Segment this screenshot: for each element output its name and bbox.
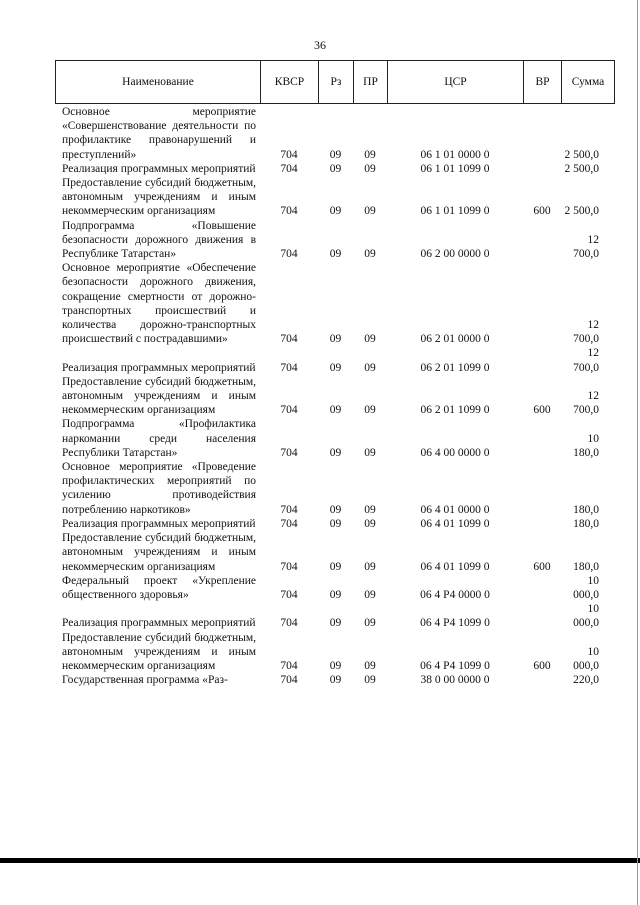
table-body <box>55 105 615 687</box>
table-row <box>55 460 615 517</box>
cell-pr: 09 <box>364 333 376 346</box>
cell-sum: 180,0 <box>573 517 599 530</box>
cell-csr: 06 4 01 1099 0 <box>420 517 490 530</box>
cell-pr: 09 <box>364 205 376 218</box>
cell-sum: 12 700,0 <box>573 390 599 417</box>
cell-pr: 09 <box>364 503 376 516</box>
table-row <box>55 574 615 602</box>
table-row <box>55 176 615 219</box>
cell-name: Реализация программных мероприятий <box>62 361 256 374</box>
cell-name: Реализация программных мероприятий <box>62 517 256 530</box>
cell-sum: 10 000,0 <box>573 645 599 672</box>
cell-csr: 06 4 01 0000 0 <box>420 503 490 516</box>
cell-name: Подпрограмма «Профилактика наркомании среди населения Республики Татарстан» <box>62 418 256 459</box>
cell-rz: 09 <box>329 446 342 459</box>
cell-sum: 180,0 <box>573 560 599 573</box>
cell-rz: 09 <box>329 517 342 530</box>
cell-kvsr: 704 <box>280 205 298 218</box>
cell-sum: 220,0 <box>573 674 599 687</box>
cell-rz: 09 <box>329 560 342 573</box>
cell-sum: 12 700,0 <box>573 347 599 374</box>
cell-rz: 09 <box>329 148 342 161</box>
cell-sum: 10 000,0 <box>573 603 599 630</box>
cell-rz: 09 <box>329 248 342 261</box>
header-kvsr: КВСР <box>261 61 319 103</box>
header-sum: Сумма <box>571 76 605 88</box>
table-row <box>55 261 615 346</box>
table-row <box>55 673 615 687</box>
cell-kvsr: 704 <box>280 333 298 346</box>
scan-bottom-bar <box>0 858 640 863</box>
cell-name: Подпрограмма «Повышение безопасности дорожного движения в Республике Татарстан» <box>62 219 256 261</box>
cell-pr: 09 <box>364 162 376 175</box>
table-row <box>55 531 615 574</box>
cell-name: Реализация программных мероприятий <box>62 617 256 630</box>
header-pr: ПР <box>354 61 388 103</box>
cell-sum: 2 500,0 <box>564 148 599 161</box>
cell-kvsr: 704 <box>280 162 298 175</box>
cell-rz: 09 <box>329 503 342 516</box>
cell-kvsr: 704 <box>280 674 298 687</box>
cell-kvsr: 704 <box>280 560 298 573</box>
cell-csr: 06 2 01 1099 0 <box>420 404 490 417</box>
table-row <box>55 417 615 460</box>
cell-name: Основное мероприятие «Проведение профилактических мероприятий по усилению противодействия потреблению наркотиков» <box>62 461 256 516</box>
table-row <box>55 517 615 531</box>
cell-kvsr: 704 <box>280 659 298 672</box>
cell-csr: 06 1 01 0000 0 <box>420 148 490 161</box>
header-csr: ЦСР <box>388 61 524 103</box>
cell-csr: 38 0 00 0000 0 <box>420 674 490 687</box>
cell-rz: 09 <box>329 333 342 346</box>
cell-csr: 06 4 01 1099 0 <box>420 560 490 573</box>
cell-csr: 06 4 00 0000 0 <box>420 446 490 459</box>
table-row <box>55 105 615 162</box>
cell-csr: 06 1 01 1099 0 <box>420 205 490 218</box>
cell-csr: 06 1 01 1099 0 <box>420 162 490 175</box>
cell-name: Государственная программа «Раз- <box>62 674 228 687</box>
cell-rz: 09 <box>329 617 342 630</box>
header-rz: Рз <box>319 61 354 103</box>
cell-csr: 06 2 00 0000 0 <box>420 248 490 261</box>
cell-sum: 10 180,0 <box>573 432 599 459</box>
cell-rz: 09 <box>329 205 342 218</box>
cell-pr: 09 <box>364 560 376 573</box>
cell-vr: 600 <box>533 205 551 218</box>
table-header <box>55 60 615 104</box>
table-row <box>55 346 615 374</box>
scan-edge-line <box>637 0 638 905</box>
cell-sum: 180,0 <box>573 503 599 516</box>
cell-rz: 09 <box>329 361 342 374</box>
cell-rz: 09 <box>329 588 342 601</box>
table-row <box>55 602 615 630</box>
cell-kvsr: 704 <box>280 503 298 516</box>
cell-csr: 06 4 Р4 1099 0 <box>420 617 490 630</box>
table-row <box>55 219 615 262</box>
cell-name: Основное мероприятие «Совершенствование деятельности по профилактике правонарушений и преступлений» <box>62 106 256 161</box>
cell-kvsr: 704 <box>280 361 298 374</box>
cell-name: Основное мероприятие «Обеспечение безопасности дорожного движения, сокращение смертности от дорожно-транспортных происшествий и количества дорожно-транспортных происшествий с пострадавшими» <box>62 262 256 346</box>
cell-kvsr: 704 <box>280 248 298 261</box>
cell-kvsr: 704 <box>280 517 298 530</box>
header-name: Наименование <box>56 61 261 103</box>
cell-kvsr: 704 <box>280 617 298 630</box>
cell-rz: 09 <box>329 162 342 175</box>
cell-pr: 09 <box>364 588 376 601</box>
cell-csr: 06 4 Р4 1099 0 <box>420 659 490 672</box>
cell-pr: 09 <box>364 674 376 687</box>
cell-name: Предоставление субсидий бюджетным, автономным учреждениям и иным некоммерческим организациям <box>62 532 256 573</box>
cell-csr: 06 4 Р4 0000 0 <box>420 588 490 601</box>
cell-rz: 09 <box>329 404 342 417</box>
cell-name: Реализация программных мероприятий <box>62 162 256 175</box>
cell-vr: 600 <box>533 659 551 672</box>
cell-sum: 2 500,0 <box>564 205 599 218</box>
page-number: 36 <box>314 38 326 52</box>
table-row <box>55 631 615 674</box>
cell-name: Предоставление субсидий бюджетным, автономным учреждениям и иным некоммерческим организациям <box>62 631 256 672</box>
cell-pr: 09 <box>364 659 376 672</box>
cell-pr: 09 <box>364 617 376 630</box>
cell-kvsr: 704 <box>280 148 298 161</box>
table-row <box>55 375 615 418</box>
cell-sum: 10 000,0 <box>573 574 599 601</box>
cell-name: Предоставление субсидий бюджетным, автономным учреждениям и иным некоммерческим организациям <box>62 375 256 417</box>
cell-vr: 600 <box>533 560 551 573</box>
cell-pr: 09 <box>364 446 376 459</box>
cell-pr: 09 <box>364 404 376 417</box>
cell-name: Предоставление субсидий бюджетным, автономным учреждениям и иным некоммерческим организациям <box>62 177 256 218</box>
cell-vr: 600 <box>533 404 551 417</box>
cell-kvsr: 704 <box>280 404 298 417</box>
cell-pr: 09 <box>364 361 376 374</box>
cell-sum: 12 700,0 <box>573 319 599 346</box>
cell-pr: 09 <box>364 148 376 161</box>
cell-kvsr: 704 <box>280 588 298 601</box>
table-row <box>55 162 615 176</box>
cell-csr: 06 2 01 1099 0 <box>420 361 490 374</box>
cell-sum: 12 700,0 <box>573 233 599 261</box>
cell-kvsr: 704 <box>280 446 298 459</box>
cell-sum: 2 500,0 <box>564 162 599 175</box>
cell-name: Федеральный проект «Укрепление общественного здоровья» <box>62 574 256 601</box>
cell-rz: 09 <box>329 674 342 687</box>
cell-pr: 09 <box>364 248 376 261</box>
header-vr: ВР <box>524 61 562 103</box>
cell-rz: 09 <box>329 659 342 672</box>
cell-csr: 06 2 01 0000 0 <box>420 333 490 346</box>
cell-pr: 09 <box>364 517 376 530</box>
